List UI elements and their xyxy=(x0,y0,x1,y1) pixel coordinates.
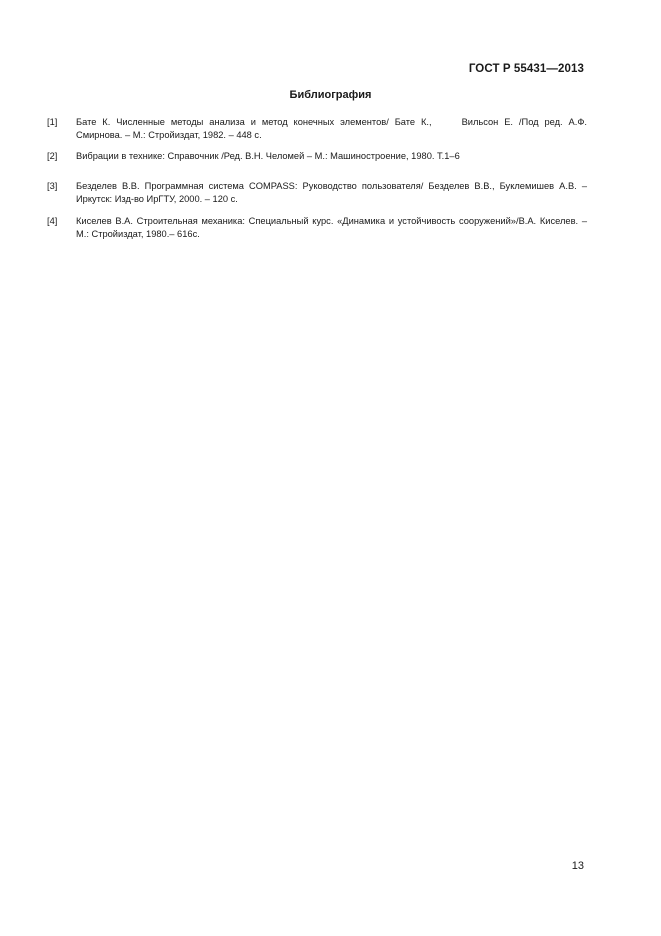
entry-number: [3] xyxy=(47,181,58,191)
entry-number: [4] xyxy=(47,216,58,226)
bibliography-entry-1 xyxy=(47,116,587,142)
entry-text-part2: Вильсон Е. /Под ред. А.Ф. Смирнова. – М.: Стройиздат, 1982. – 448 с. xyxy=(76,117,587,140)
entry-text: Киселев В.А. Строительная механика: Специальный курс. «Динамика и устойчивость сооружений»/В.А. Киселев. – М.: Стройиздат, 1980.– 616с. xyxy=(76,216,587,239)
entry-text-part1: Бате К. Численные методы анализа и метод конечных элементов/ Бате К., xyxy=(76,117,432,127)
entry-text xyxy=(76,116,587,142)
document-code: ГОСТ Р 55431—2013 xyxy=(468,63,584,75)
entry-number: [2] xyxy=(47,151,58,161)
bibliography-entry-3 xyxy=(47,180,587,206)
entry-text: Безделев В.В. Программная система COMPASS: Руководство пользователя/ Безделев В.В., Буклемишев А.В. – Иркутск: Изд-во ИрГТУ, 2000. – 120 с. xyxy=(76,181,587,204)
bibliography-title: Библиография xyxy=(289,89,372,101)
page-number: 13 xyxy=(571,860,584,872)
bibliography-entry-4 xyxy=(47,215,587,241)
entry-text: Вибрации в технике: Справочник /Ред. В.Н. Челомей – М.: Машиностроение, 1980. Т.1–6 xyxy=(76,151,460,161)
entry-number: [1] xyxy=(47,117,58,127)
bibliography-entry-2 xyxy=(47,150,587,163)
